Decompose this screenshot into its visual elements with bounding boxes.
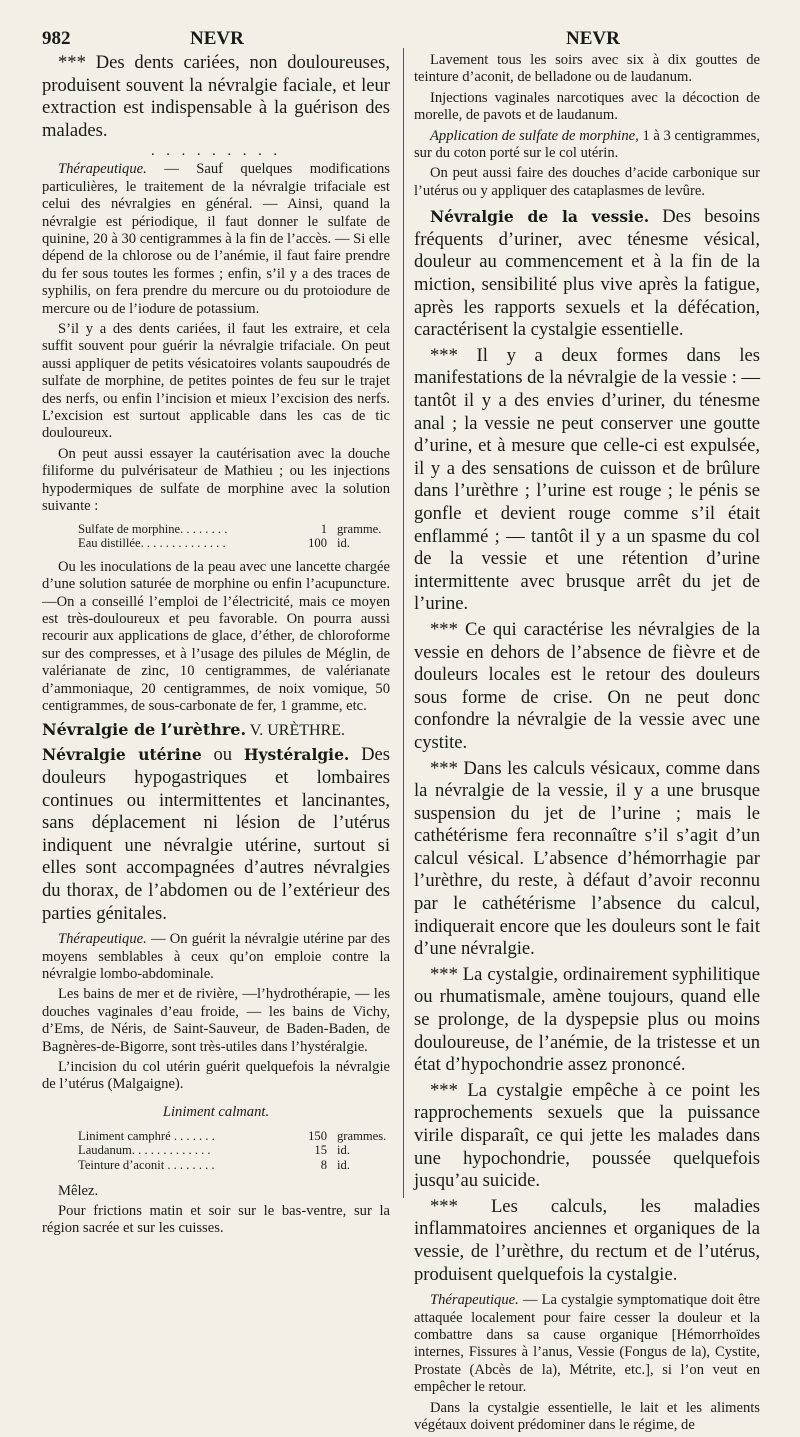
text: Des douleurs hypogastriques et lombaires continues ou intermittentes et lancinantes, sans déplacement ni lésion de l’utérus indiquent une névralgie utérine, surtout si elles sont accompagnées d’autres névralgies du thorax, de l’abdomen ou de l’extérieur des parties génitales. [42,744,391,924]
text: — Sauf quelques modifications particulières, le traitement de la névralgie trifaciale est celui des névralgies en général. — Ainsi, quand la névralgie est périodique, il faut donner le sulfate de quinine, 20 à 30 centigrammes à la fin de l’accès. — Si elle dépend de la chlorose ou de l’anémie, il faut faire prendre du fer sous toutes les formes ; enfin, s’il y a des traces de syphilis, on fera prendre du mercure ou du protoiodure de mercure ou de l’iodure de potassium. [42,161,390,317]
heading-hysteralgie: Hystéralgie. [243,745,350,765]
paragraph: Injections vaginales narcotiques avec la décoction de morelle, de pavots et de laudanum. [414,89,760,124]
heading-urethre: Névralgie de l’urèthre. [42,720,247,740]
formula-row [78,1158,390,1173]
paragraph [42,744,390,925]
right-column [414,52,760,1437]
quantity: 15 [314,1143,327,1158]
paragraph [414,128,760,163]
paragraph [414,1292,760,1396]
quantity: 150 [308,1128,327,1143]
formula-row [78,536,390,551]
paragraph [42,719,390,741]
unit: gramme. [337,521,382,536]
running-head-right: NEVR [566,28,620,49]
running-head-left: NEVR [190,28,244,49]
label: Thérapeutique. [430,1292,519,1309]
paragraph: S’il y a des dents cariées, il faut les extraire, et cela suffit souvent pour guérir la névralgie trifaciale. On peut aussi appliquer de petits vésicatoires volants saupoudrés de sulfate de morphine, de petites pointes de feu sur le trajet des nerfs, ou enfin l’incision et mieux l’excision des nerfs. L’excision est surtout applicable dans les cas de tic douloureux. [42,321,390,442]
formula-row [78,1143,390,1158]
paragraph: *** Des dents cariées, non douloureuses, produisent souvent la névralgie faciale, et leur extraction est indispensable à la guérison des malades. [42,52,390,141]
formula-liniment [42,1129,390,1173]
ingredient: Laudanum. . . . . . . . . . . . . [78,1143,211,1158]
label: Application de sulfate de morphine, [430,127,639,144]
ingredient: Liniment camphré . . . . . . . [78,1128,215,1143]
paragraph: On peut aussi faire des douches d’acide carbonique sur l’utérus ou y appliquer des cataplasmes de levûre. [414,165,760,199]
paragraph: L’incision du col utérin guérit quelquefois la névralgie de l’utérus (Malgaigne). [42,1058,390,1093]
heading-vessie: Névralgie de la vessie. [430,207,650,227]
text: ou [201,744,244,766]
paragraph [414,206,760,342]
ingredient: Eau distillée. . . . . . . . . . . . . . [78,536,226,551]
formula-row [78,1129,390,1144]
unit: id. [337,536,350,551]
paragraph: *** Les calculs, les maladies inflammatoires anciennes et organiques de la vessie, de l’urèthre, du rectum et de l’utérus, produisent quelquefois la cystalgie. [414,1195,760,1285]
left-column [42,52,390,1241]
paragraph: Les bains de mer et de rivière, —l’hydrothérapie, — les douches vaginales d’eau froide, — les bains de Vichy, d’Ems, de Néris, de Saint-Sauveur, de Baden-Baden, de Bagnères-de-Bigorre, sont très-utiles dans l’hystéralgie. [42,986,390,1055]
paragraph [42,161,390,318]
formula-morphine [42,522,390,551]
paragraph: Lavement tous les soirs avec six à dix gouttes de teinture d’aconit, de belladone ou de laudanum. [414,52,760,86]
paragraph: Ou les inoculations de la peau avec une lancette chargée d’une solution saturée de morphine ou enfin l’acupuncture.—On a conseillé l’emploi de l’électricité, mais ce moyen est très-douloureux et peu favorable. On pourra aussi recourir aux applications de glace, d’éther, de chloroforme sur des compresses, et à l’usage des pilules de Méglin, de valérianate de zinc, 10 centigrammes, de valérianate d’ammoniaque, 20 centigrammes, de noix vomique, 50 centigrammes, de sous-carbonate de fer, 1 gramme, etc. [42,558,390,714]
paragraph: *** Ce qui caractérise les névralgies de la vessie en dehors de l’absence de fièvre et de douleurs locales est le retour des douleurs sous forme de crise. On ne peut donc confondre la névralgie de la vessie avec une cystite. [414,618,760,753]
quantity: 100 [308,536,327,551]
unit: grammes. [337,1128,387,1143]
text: Des besoins fréquents d’uriner, avec ténesme vésical, douleur au commencement et à la fin de la miction, sensibilité plus vive après la fatigue, après les rapports sexuels et la défécation, caractérisent la cystalgie essentielle. [414,206,760,341]
ingredient: Teinture d’aconit . . . . . . . . [78,1157,215,1172]
label: Thérapeutique. [58,931,147,948]
unit: id. [337,1157,350,1172]
text: 1 à 3 centigrammes, sur du coton porté sur le col utérin. [414,127,760,162]
liniment-title: Liniment calmant. [162,1103,270,1120]
column-divider [403,48,404,1198]
paragraph: Dans la cystalgie essentielle, le lait et les aliments végétaux doivent prédominer dans le régime, de [414,1399,760,1433]
paragraph: On peut aussi essayer la cautérisation avec la douche filiforme du pulvérisateur de Mathieu ; ou les injections hypodermiques de sulfate de morphine avec la solution suivante : [42,445,390,515]
page-number: 982 [42,28,71,49]
ingredient: Sulfate de morphine. . . . . . . . [78,521,228,536]
paragraph [42,931,390,983]
paragraph: *** La cystalgie empêche à ce point les rapprochements sexuels que la puissance virile disparaît, ce qui jette les malades dans une hypochondrie, poussée quelquefois jusqu’au suicide. [414,1079,760,1192]
unit: id. [337,1143,350,1158]
heading-uterine: Névralgie utérine [42,745,202,765]
quantity: 8 [320,1157,327,1172]
text: — On guérit la névralgie utérine par des moyens semblables à ceux qu’on emploie contre la névralgie lombo-abdominale. [42,931,390,982]
text: V. URÈTHRE. [246,722,346,740]
text: — La cystalgie symptomatique doit être attaquée localement pour faire cesser la douleur et la combattre dans sa cause organique [Hémorrhoïdes internes, Fissures à l’anus, Vessie (Fongus de la), Cystite, Prostate (Abcès de la), Métrite, etc.], si l’on veut en empêcher le retour. [414,1292,760,1396]
quantity: 1 [320,521,327,536]
label: Thérapeutique. [58,161,147,178]
paragraph: Pour frictions matin et soir sur le bas-ventre, sur la région sacrée et sur les cuisses. [42,1202,390,1237]
ellipsis-separator: . . . . . . . . . [150,143,282,160]
paragraph: *** Dans les calculs vésicaux, comme dans la névralgie de la vessie, il y a une brusque suspension du jet de l’urine ; mais le cathétérisme fera reconnaître s’il s’agit d’un calcul vésical. L’absence d’hémorrhagie par l’urèthre, du reste, à défaut d’avoir reconnu par le cathétérisme l’absence du calcul, indiquerait encore que les douleurs sont le fait d’une névralgie. [414,757,760,960]
paragraph: *** La cystalgie, ordinairement syphilitique ou rhumatismale, amène toujours, quand elle se prolonge, de la dyspepsie plus ou moins douloureuse, de l’anémie, de la tristesse et un état d’hypochondrie assez prononcé. [414,963,760,1076]
paragraph: *** Il y a deux formes dans les manifestations de la névralgie de la vessie : — tantôt il y a des envies d’uriner, du ténesme anal ; la vessie ne peut conserver une goutte d’urine, et à mesure que celle-ci est expulsée, il y a des sensations de cuisson et de brûlure dans l’urèthre ; l’urine est rouge ; le pénis se gonfle et devient rouge comme s’il était enflammé ; — tantôt il y a un spasme du col de la vessie et une rétention d’urine intermittente avec brusque arrêt du jet de l’urine. [414,344,760,615]
paragraph: Mêlez. [58,1182,99,1199]
formula-row [78,522,390,537]
